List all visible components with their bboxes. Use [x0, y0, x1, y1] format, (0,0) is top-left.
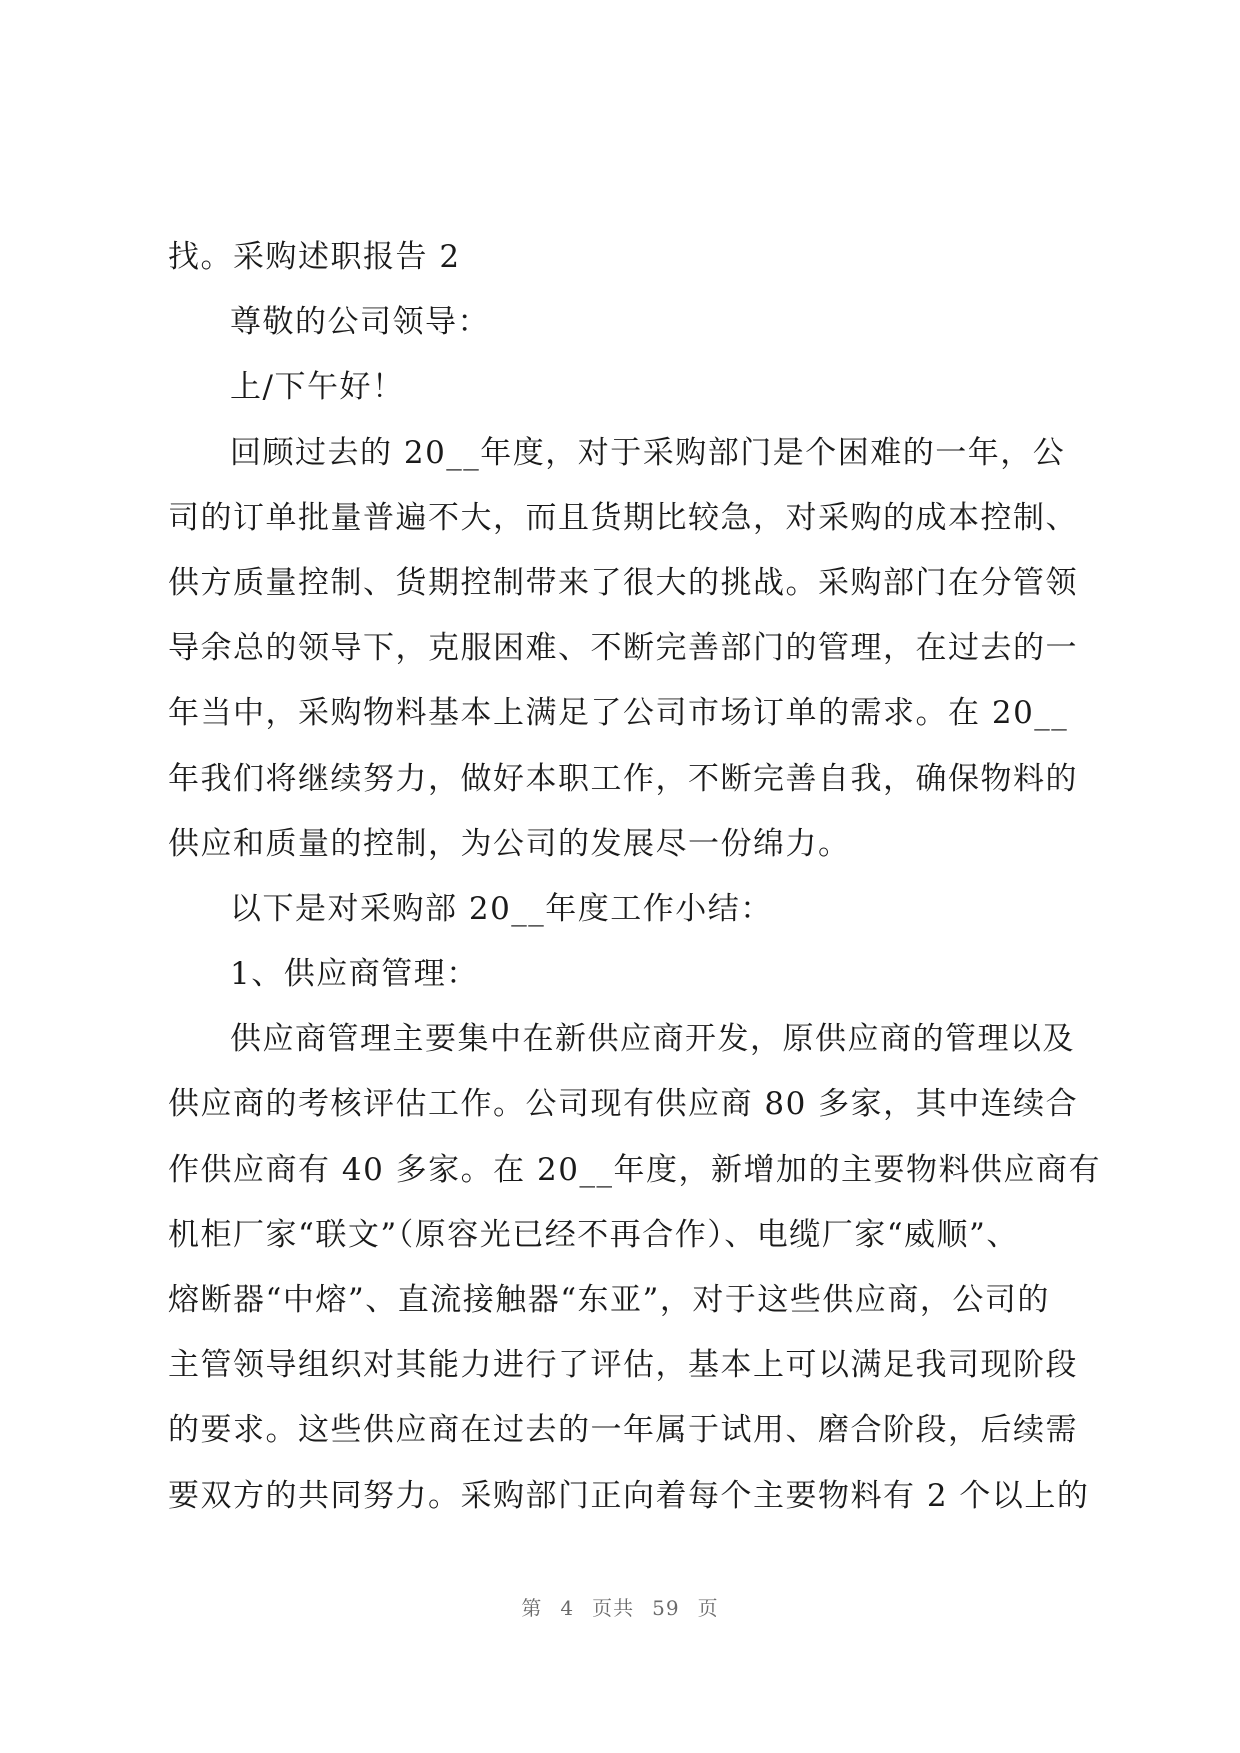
text-line: 司的订单批量普遍不大，而且货期比较急，对采购的成本控制、	[168, 499, 1078, 536]
text-line: 年当中，采购物料基本上满足了公司市场订单的需求。在 20__	[168, 695, 1069, 732]
text-line: 尊敬的公司领导：	[230, 304, 490, 341]
footer-middle: 页共	[592, 1596, 635, 1620]
text-line: 上/下午好！	[230, 369, 405, 406]
text-line: 要双方的共同努力。采购部门正向着每个主要物料有 2 个以上的	[168, 1477, 1090, 1514]
text-line: 供方质量控制、货期控制带来了很大的挑战。采购部门在分管领	[168, 564, 1078, 601]
text-line: 找。采购述职报告 2	[168, 239, 461, 275]
footer-prefix: 第	[521, 1596, 543, 1620]
text-line: 作供应商有 40 多家。在 20__年度，新增加的主要物料供应商有	[168, 1151, 1101, 1188]
footer-current-page: 4	[560, 1596, 575, 1620]
text-line: 供应商的考核评估工作。公司现有供应商 80 多家，其中连续合	[168, 1086, 1079, 1123]
text-line: 1、供应商管理：	[230, 956, 479, 993]
text-line: 导余总的领导下，克服困难、不断完善部门的管理，在过去的一	[168, 630, 1078, 667]
text-line: 回顾过去的 20__年度，对于采购部门是个困难的一年，公	[230, 434, 1066, 471]
text-line: 供应和质量的控制，为公司的发展尽一份绵力。	[168, 825, 851, 862]
text-line: 熔断器“中熔”、直流接触器“东亚”，对于这些供应商，公司的	[168, 1282, 1050, 1318]
text-line: 主管领导组织对其能力进行了评估，基本上可以满足我司现阶段	[168, 1347, 1078, 1384]
page-footer	[0, 1592, 1240, 1621]
text-line: 机柜厂家“联文”（原容光已经不再合作）、电缆厂家“威顺”、	[168, 1216, 1019, 1253]
text-line: 的要求。这些供应商在过去的一年属于试用、磨合阶段，后续需	[168, 1412, 1078, 1449]
footer-total-pages: 59	[652, 1596, 680, 1620]
text-line: 以下是对采购部 20__年度工作小结：	[230, 890, 773, 927]
text-line: 年我们将继续努力，做好本职工作，不断完善自我，确保物料的	[168, 760, 1078, 797]
body-text	[168, 225, 1101, 1529]
footer-suffix: 页	[697, 1596, 719, 1620]
text-line: 供应商管理主要集中在新供应商开发，原供应商的管理以及	[230, 1021, 1075, 1058]
